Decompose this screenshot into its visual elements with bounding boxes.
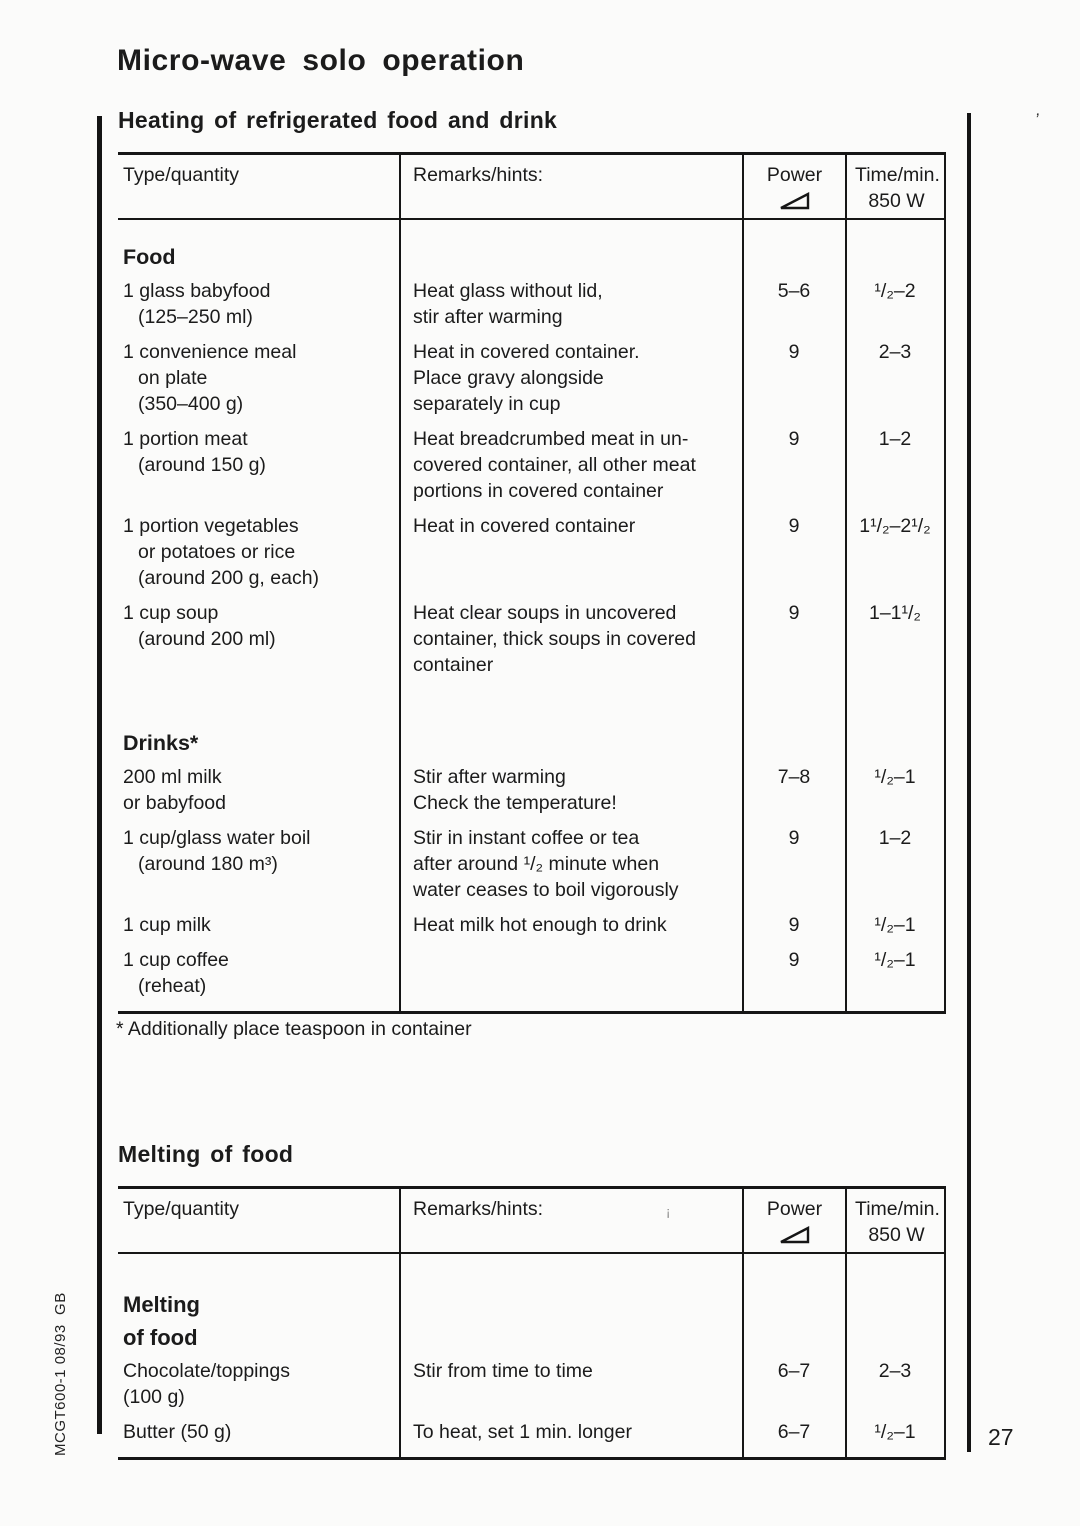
type-cell xyxy=(118,600,400,687)
col-header-power xyxy=(743,154,846,220)
power-cell: 9 xyxy=(743,426,846,513)
table-row xyxy=(118,426,945,513)
type-line: 1 convenience meal xyxy=(123,341,297,363)
type-line: (350–400 g) xyxy=(138,393,244,415)
remarks-line: Check the temperature! xyxy=(413,792,617,814)
type-line: (125–250 ml) xyxy=(138,306,253,328)
col-header-remarks: Remarks/hints: xyxy=(400,154,743,220)
table-row xyxy=(118,339,945,426)
section-heading-melting: Melting of food xyxy=(118,1141,294,1167)
type-line: 1 cup soup xyxy=(123,602,219,624)
type-cell xyxy=(118,764,400,825)
type-line: on plate xyxy=(138,367,208,389)
col-header-time-line1: Time/min. xyxy=(855,1198,940,1220)
melting-table-header-row xyxy=(118,1188,945,1254)
remarks-cell xyxy=(400,912,743,947)
print-code-vertical: MCGT600-1 08/93 GB xyxy=(52,1292,69,1456)
group-label: Drinks* xyxy=(123,731,199,755)
type-line: 1 cup coffee xyxy=(123,949,229,971)
section-heading-heating: Heating of refrigerated food and drink xyxy=(118,107,558,133)
empty-cell xyxy=(400,1253,743,1358)
power-cell: 9 xyxy=(743,825,846,912)
table-row xyxy=(118,278,945,339)
remarks-line: Heat in covered container. xyxy=(413,341,640,363)
time-cell: ¹/₂–1 xyxy=(846,947,945,1013)
type-line: 1 portion meat xyxy=(123,428,248,450)
type-cell xyxy=(118,513,400,600)
empty-cell xyxy=(400,219,743,278)
group-row-drinks xyxy=(118,687,945,764)
left-margin-bar xyxy=(97,116,102,1434)
col-header-time-line1: Time/min. xyxy=(855,164,940,186)
scan-artifact-mark: ¡ xyxy=(666,1204,671,1219)
empty-cell xyxy=(743,1253,846,1358)
power-level-triangle-icon xyxy=(778,1225,812,1245)
empty-cell xyxy=(846,1253,945,1358)
remarks-line: water ceases to boil vigorously xyxy=(413,879,679,901)
power-cell: 9 xyxy=(743,339,846,426)
remarks-cell xyxy=(400,339,743,426)
power-cell: 7–8 xyxy=(743,764,846,825)
type-line: 1 cup/glass water boil xyxy=(123,827,311,849)
time-cell: 2–3 xyxy=(846,1358,945,1419)
type-line: (around 150 g) xyxy=(138,454,266,476)
type-cell xyxy=(118,912,400,947)
power-cell: 9 xyxy=(743,513,846,600)
remarks-line: Stir from time to time xyxy=(413,1360,593,1382)
type-line: 1 cup milk xyxy=(123,914,211,936)
empty-cell xyxy=(743,219,846,278)
table-footnote: * Additionally place teaspoon in container xyxy=(116,1018,472,1040)
page-title: Micro-wave solo operation xyxy=(117,44,525,77)
remarks-cell xyxy=(400,1419,743,1459)
col-header-time xyxy=(846,1188,945,1254)
remarks-line: separately in cup xyxy=(413,393,561,415)
time-cell: 2–3 xyxy=(846,339,945,426)
type-line: (around 180 m³) xyxy=(138,853,278,875)
remarks-cell xyxy=(400,764,743,825)
scan-speck-mark: ’ xyxy=(1033,109,1041,130)
type-line: or babyfood xyxy=(123,792,226,814)
type-cell xyxy=(118,947,400,1013)
col-header-power-label: Power xyxy=(766,1198,823,1220)
table-row xyxy=(118,1358,945,1419)
col-header-power-label: Power xyxy=(766,164,823,186)
time-cell: ¹/₂–2 xyxy=(846,278,945,339)
power-cell: 9 xyxy=(743,912,846,947)
remarks-line: Heat in covered container xyxy=(413,515,636,537)
col-header-time xyxy=(846,154,945,220)
time-cell: 1–2 xyxy=(846,825,945,912)
type-line: (100 g) xyxy=(123,1386,185,1408)
remarks-cell xyxy=(400,278,743,339)
time-cell: 1–1¹/₂ xyxy=(846,600,945,687)
remarks-line: container xyxy=(413,654,494,676)
col-header-time-line2: 850 W xyxy=(868,1224,925,1246)
group-row-food xyxy=(118,219,945,278)
remarks-cell xyxy=(400,947,743,1013)
page-number: 27 xyxy=(988,1424,1014,1450)
type-cell xyxy=(118,1419,400,1459)
table-row xyxy=(118,825,945,912)
type-line: (reheat) xyxy=(138,975,207,997)
remarks-line: Stir after warming xyxy=(413,766,566,788)
empty-cell xyxy=(846,687,945,764)
type-cell xyxy=(118,1358,400,1419)
group-label-line: of food xyxy=(123,1325,198,1350)
remarks-line: Heat clear soups in uncovered xyxy=(413,602,677,624)
col-header-power xyxy=(743,1188,846,1254)
empty-cell xyxy=(743,687,846,764)
remarks-line: after around ¹/₂ minute when xyxy=(413,853,660,875)
type-cell xyxy=(118,426,400,513)
remarks-line: portions in covered container xyxy=(413,480,664,502)
table-row xyxy=(118,912,945,947)
remarks-cell xyxy=(400,600,743,687)
col-header-remarks-label: Remarks/hints: xyxy=(413,1198,544,1220)
remarks-line: Place gravy alongside xyxy=(413,367,604,389)
remarks-line: Heat milk hot enough to drink xyxy=(413,914,667,936)
time-cell: 1–2 xyxy=(846,426,945,513)
col-header-remarks xyxy=(400,1188,743,1254)
remarks-cell xyxy=(400,426,743,513)
time-cell: ¹/₂–1 xyxy=(846,764,945,825)
col-header-time-line2: 850 W xyxy=(868,190,925,212)
type-line: 1 portion vegetables xyxy=(123,515,299,537)
time-cell: 1¹/₂–2¹/₂ xyxy=(846,513,945,600)
remarks-line: Heat breadcrumbed meat in un- xyxy=(413,428,689,450)
remarks-cell xyxy=(400,825,743,912)
type-line: (around 200 g, each) xyxy=(138,567,320,589)
type-line: 200 ml milk xyxy=(123,766,222,788)
group-label-line: Melting xyxy=(123,1292,200,1317)
power-cell: 9 xyxy=(743,947,846,1013)
power-cell: 9 xyxy=(743,600,846,687)
power-cell: 5–6 xyxy=(743,278,846,339)
col-header-type: Type/quantity xyxy=(118,1188,400,1254)
table-row xyxy=(118,947,945,1013)
remarks-line: covered container, all other meat xyxy=(413,454,696,476)
table-row xyxy=(118,764,945,825)
empty-cell xyxy=(400,687,743,764)
type-cell xyxy=(118,339,400,426)
remarks-line: Stir in instant coffee or tea xyxy=(413,827,640,849)
time-cell: ¹/₂–1 xyxy=(846,1419,945,1459)
type-line: or potatoes or rice xyxy=(138,541,296,563)
remarks-line: Heat glass without lid, xyxy=(413,280,603,302)
group-label: Food xyxy=(123,245,176,269)
remarks-cell xyxy=(400,513,743,600)
table-row xyxy=(118,600,945,687)
type-line: (around 200 ml) xyxy=(138,628,276,650)
remarks-line: container, thick soups in covered xyxy=(413,628,696,650)
empty-cell xyxy=(846,219,945,278)
type-line: Butter (50 g) xyxy=(123,1421,232,1443)
col-header-type: Type/quantity xyxy=(118,154,400,220)
type-cell xyxy=(118,278,400,339)
remarks-line: stir after warming xyxy=(413,306,563,328)
group-label xyxy=(118,1253,400,1358)
right-margin-bar xyxy=(967,113,971,1452)
type-line: 1 glass babyfood xyxy=(123,280,271,302)
power-level-triangle-icon xyxy=(778,191,812,211)
remarks-cell xyxy=(400,1358,743,1419)
heating-table xyxy=(118,152,946,1014)
power-cell: 6–7 xyxy=(743,1419,846,1459)
type-cell xyxy=(118,825,400,912)
table-row xyxy=(118,1419,945,1459)
melting-table xyxy=(118,1186,946,1460)
type-line: Chocolate/toppings xyxy=(123,1360,290,1382)
table-row xyxy=(118,513,945,600)
time-cell: ¹/₂–1 xyxy=(846,912,945,947)
power-cell: 6–7 xyxy=(743,1358,846,1419)
heating-table-header-row xyxy=(118,154,945,220)
group-row-melting xyxy=(118,1253,945,1358)
remarks-line: To heat, set 1 min. longer xyxy=(413,1421,632,1443)
